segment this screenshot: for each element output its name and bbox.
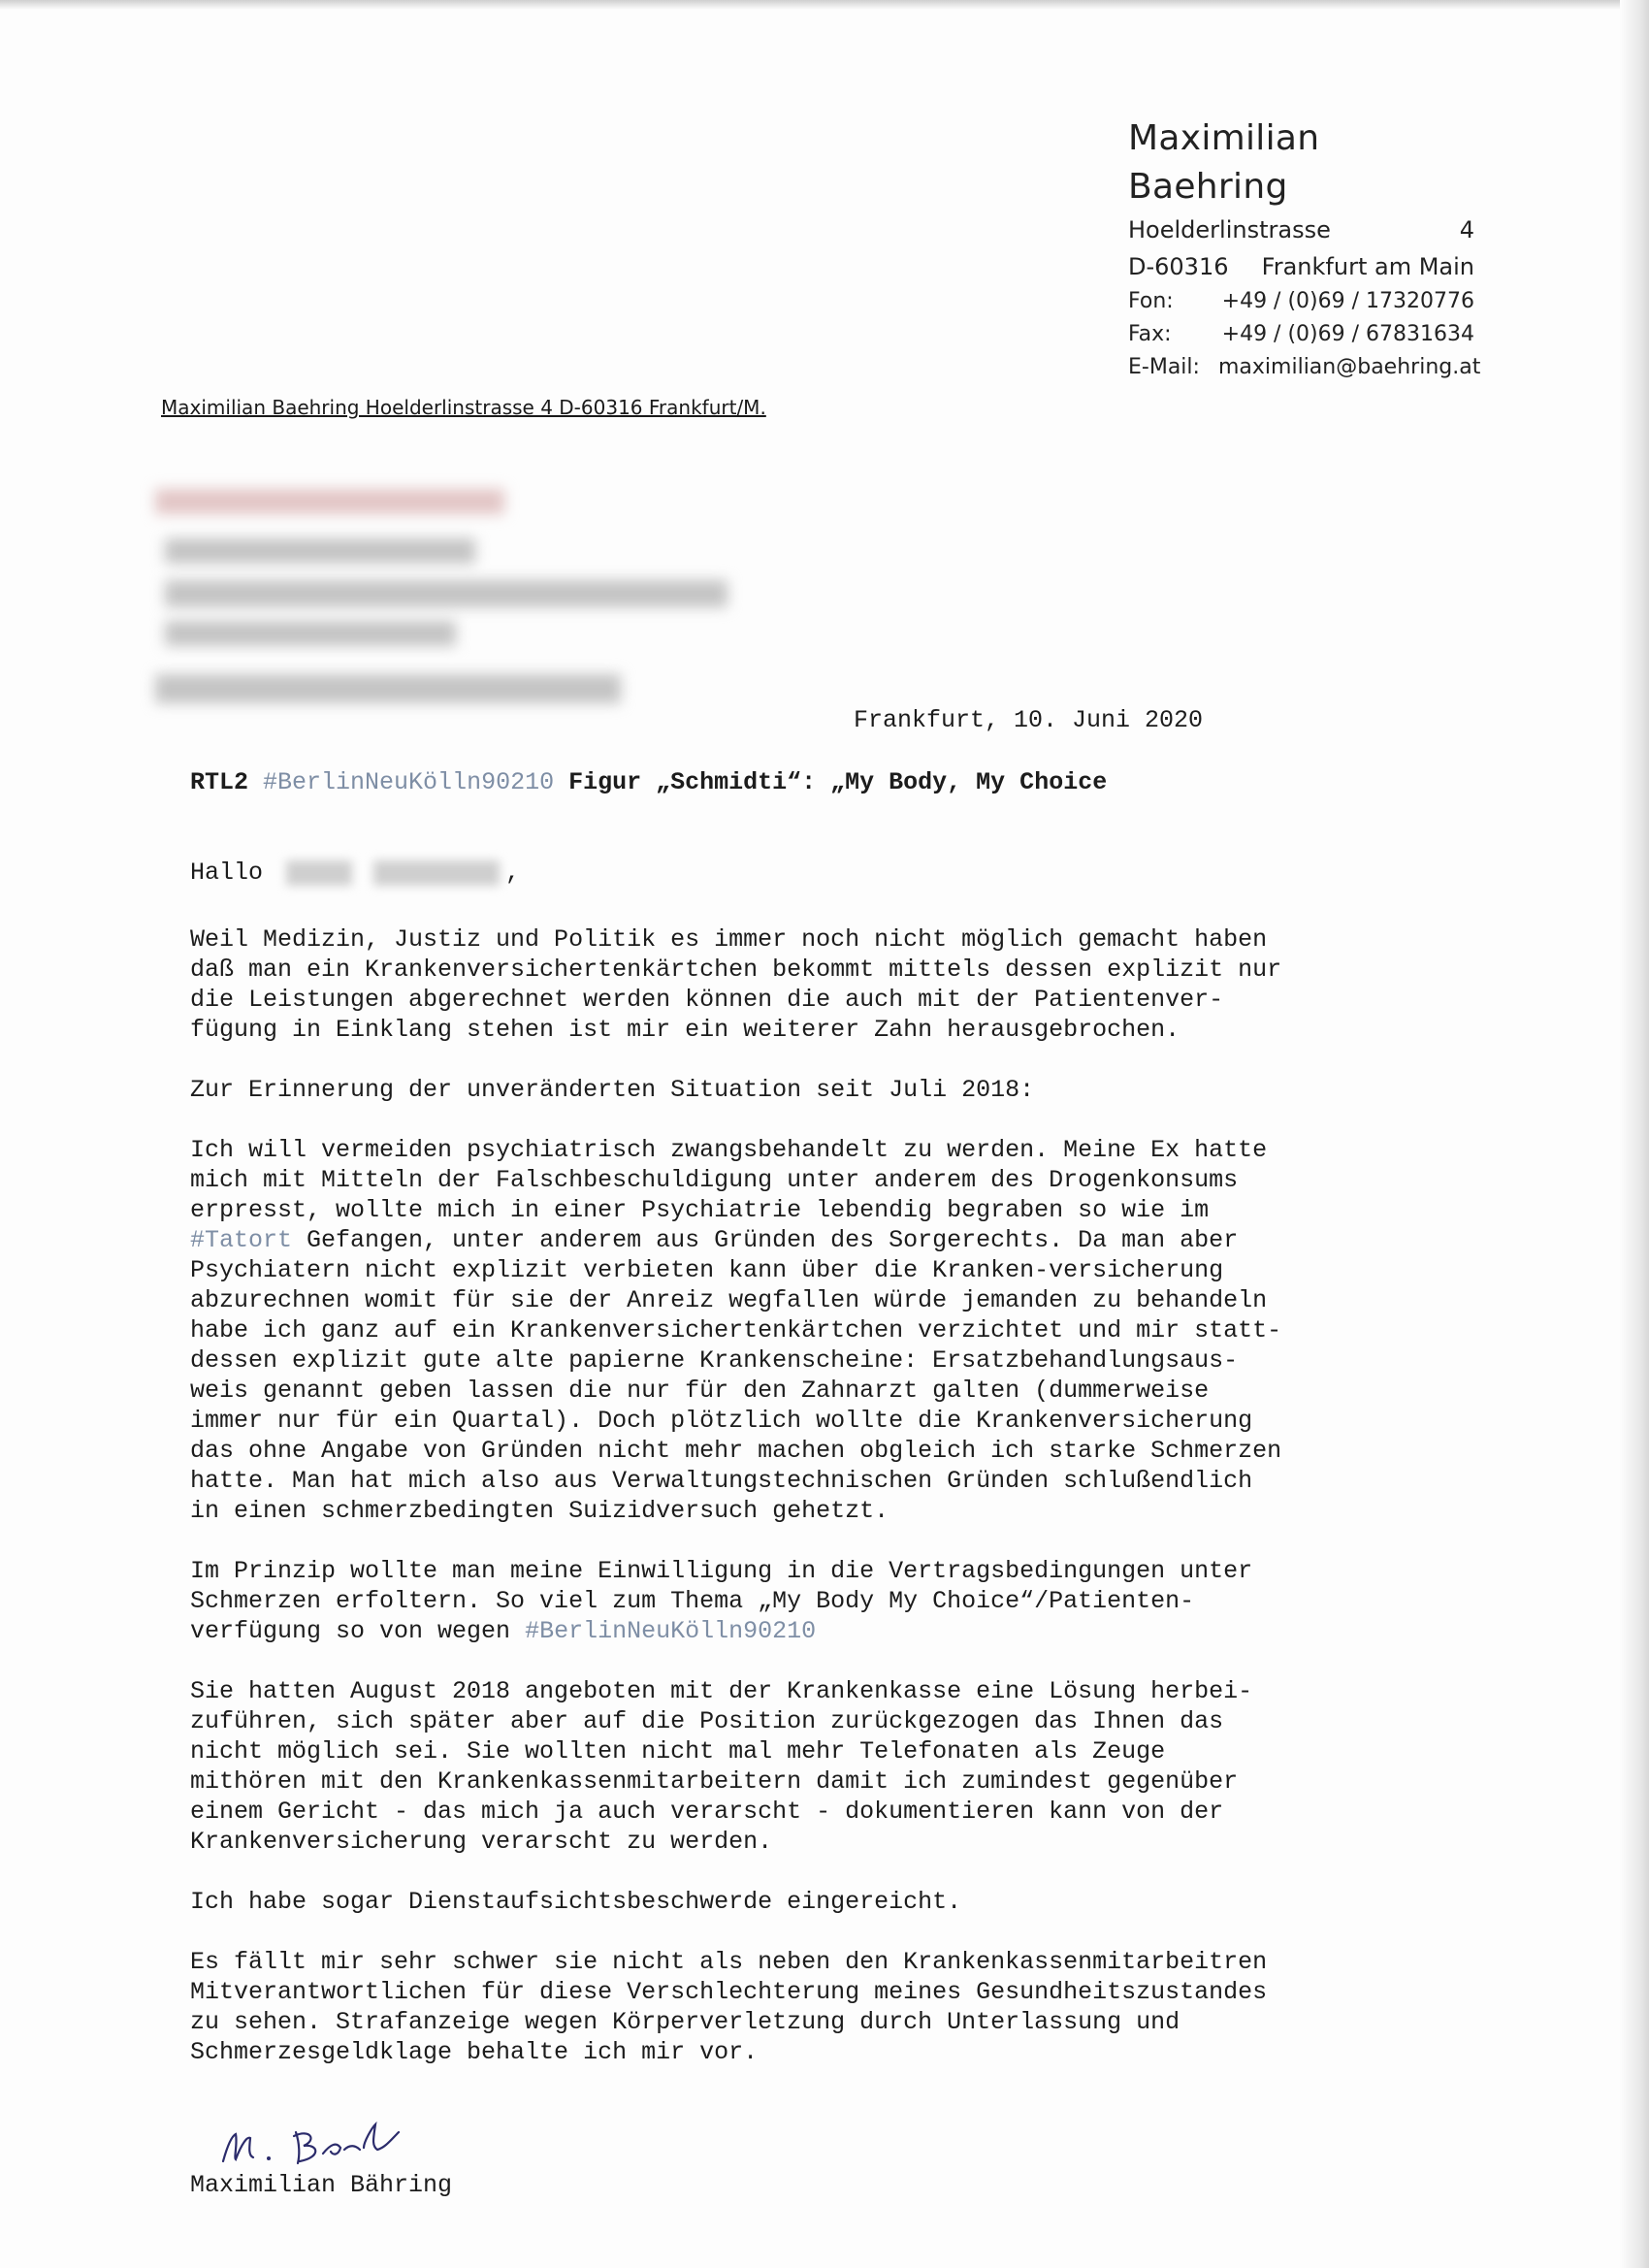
letter-body (190, 924, 1441, 2097)
greeting-comma: , (505, 859, 521, 887)
redacted-line (165, 621, 456, 646)
redacted-line (165, 538, 475, 564)
body-paragraph-5: Sie hatten August 2018 angeboten mit der Krankenkasse eine Lösung herbei- zuführen, sich später aber auf die Position zurückgezogen das Ihnen das nicht möglich sei. Sie wollten nicht mal mehr Telefonaten als Zeuge mithören mit den Krankenkassenmitarbeitern damit ich zumindest gegenüber einem Gericht - das mich ja auch verarscht - dokumentieren kann von der Krankenversicherung verarscht zu werden. (190, 1677, 1253, 1856)
letterhead-house-number: 4 (1459, 216, 1474, 243)
redacted-line (155, 489, 504, 514)
letterhead-city-row (1128, 248, 1474, 285)
berlin-hashtag: #BerlinNeuKölln90210 (525, 1617, 817, 1645)
body-paragraph-3-part-a: Ich will vermeiden psychiatrisch zwangsbehandelt zu werden. Meine Ex hatte mich mit Mitteln der Falschbeschuldigung unter anderem des Drogenkonsums erpresst, wollte mich in einer Psychiatrie lebendig begraben so wie im (190, 1136, 1268, 1224)
email-address: maximilian@baehring.at (1218, 355, 1481, 379)
body-paragraph-7: Es fällt mir sehr schwer sie nicht als neben den Krankenkassenmitarbeitren Mitverantwortlichen für diese Verschlechterung meines Gesundheitszustandes zu sehen. Strafanzeige wegen Körperverletzung durch Unterlassung und Schmerzesgeldklage behalte ich mir vor. (190, 1948, 1268, 2066)
signature-name: Maximilian Bähring (190, 2171, 453, 2199)
letterhead (1128, 114, 1481, 384)
body-paragraph-4 (190, 1556, 1441, 1646)
redacted-name (286, 860, 352, 886)
letterhead-street-row (1128, 211, 1474, 248)
body-paragraph-2: Zur Erinnerung der unveränderten Situation seit Juli 2018: (190, 1076, 1035, 1104)
fon-number: +49 / (0)69 / 17320776 (1221, 289, 1474, 313)
handwritten-signature (218, 2115, 441, 2173)
letterhead-email-row (1128, 351, 1481, 384)
letterhead-postcode: D-60316 (1128, 253, 1229, 280)
letter-date: Frankfurt, 10. Juni 2020 (854, 706, 1204, 734)
body-paragraph-6: Ich habe sogar Dienstaufsichtsbeschwerde eingereicht. (190, 1888, 962, 1916)
redacted-line (155, 674, 621, 703)
letterhead-city: Frankfurt am Main (1261, 253, 1474, 280)
fax-label: Fax: (1128, 322, 1172, 346)
subject-line (190, 768, 1107, 796)
letterhead-street: Hoelderlinstrasse (1128, 216, 1331, 243)
body-paragraph-3-part-b: Gefangen, unter anderem aus Gründen des Sorgerechts. Da man aber Psychiatern nicht explizit verbieten kann über die Kranken-versicherung abzurechnen womit für sie der Anreiz wegfallen würde jemanden zu behandeln habe ich ganz auf ein Krankenversichertenkärtchen verzichtet und mir statt- dessen explizit gute alte papierne Krankenscheine: Ersatzbehandlungsaus- weis genannt geben lassen die nur für den Zahnarzt galten (dummerweise immer nur für ein Quartal). Doch plötzlich wollte die Krankenversicherung das ohne Angabe von Gründen nicht mehr machen obgleich ich starke Schmerzen hatte. Man hat mich also aus Verwaltungstechnischen Gründen schlußendlich in einen schmerzbedingten Suizidversuch gehetzt. (190, 1226, 1282, 1525)
letterhead-name: Maximilian Baehring (1128, 118, 1320, 207)
letterhead-fax-row (1128, 318, 1474, 351)
redacted-line (165, 580, 728, 607)
redacted-recipient-address (155, 485, 737, 728)
body-paragraph-4-text: Im Prinzip wollte man meine Einwilligung in die Vertragsbedingungen unter Schmerzen erfoltern. So viel zum Thema „My Body My Choice“/Patienten- verfügung so von wegen (190, 1557, 1253, 1645)
letterhead-fon-row (1128, 285, 1474, 318)
email-label: E-Mail: (1128, 355, 1200, 379)
subject-text: Figur „Schmidti“: „My Body, My Choice (568, 768, 1108, 796)
redacted-name (373, 860, 500, 886)
fax-number: +49 / (0)69 / 67831634 (1221, 322, 1474, 346)
subject-hashtag: #BerlinNeuKölln90210 (263, 768, 555, 796)
greeting (190, 859, 520, 887)
greeting-word: Hallo (190, 859, 264, 887)
scan-top-edge (0, 0, 1649, 10)
body-paragraph-3 (190, 1135, 1441, 1526)
scan-right-edge (1620, 0, 1649, 2268)
subject-prefix: RTL2 (190, 768, 249, 796)
body-paragraph-1: Weil Medizin, Justiz und Politik es immer noch nicht möglich gemacht haben daß man ein Krankenversichertenkärtchen bekommt mittels dessen explizit nur die Leistungen abgerechnet werden können die auch mit der Patientenver- fügung in Einklang stehen ist mir ein weiterer Zahn herausgebrochen. (190, 925, 1282, 1044)
tatort-hashtag: #Tatort (190, 1226, 293, 1254)
fon-label: Fon: (1128, 289, 1174, 313)
sender-return-address: Maximilian Baehring Hoelderlinstrasse 4 D-60316 Frankfurt/M. (161, 396, 766, 419)
